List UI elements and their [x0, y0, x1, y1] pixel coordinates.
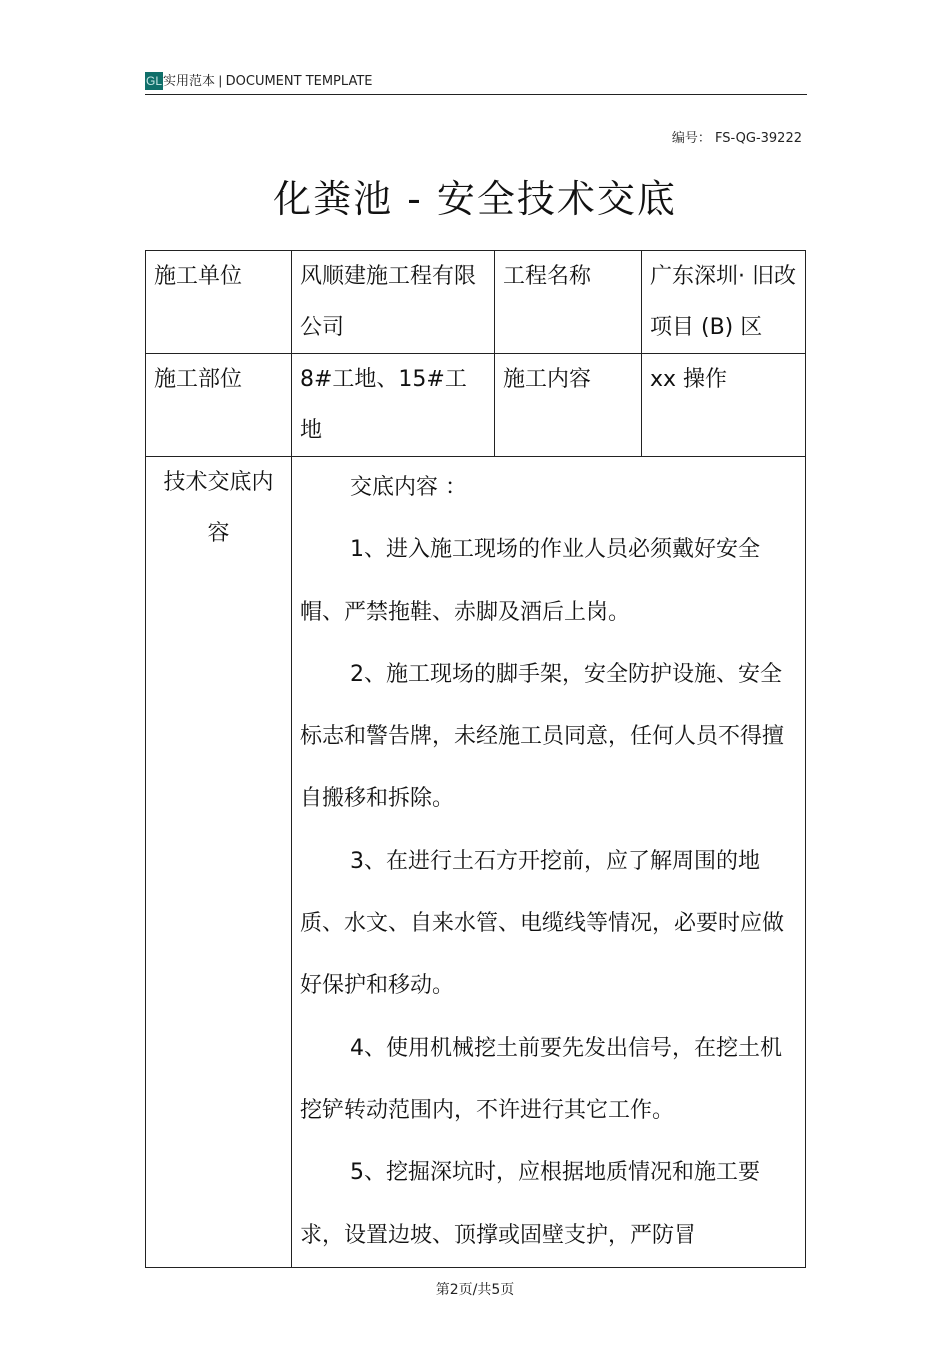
logo: GL: [145, 74, 162, 88]
disclosure-content: [292, 457, 806, 1268]
page-header: [145, 68, 807, 95]
brand-line: [163, 73, 372, 90]
content-paragraph: 5、挖掘深坑时，应根据地质情况和施工要求，设置边坡、顶撑或固壁支护，严防冒: [300, 1160, 760, 1248]
disclosure-table: [145, 250, 806, 1268]
content-paragraph: 3、在进行土石方开挖前，应了解周围的地质、水文、自来水管、电缆线等情况，必要时应做好保护和移动。: [300, 848, 785, 999]
template-text: DOCUMENT TEMPLATE: [225, 74, 373, 89]
value-project-name: 广东深圳· 旧改项目 (B) 区: [642, 251, 806, 354]
table-row: [146, 457, 806, 1268]
content-paragraph: 1、进入施工现场的作业人员必须戴好安全帽、严禁拖鞋、赤脚及酒后上岗。: [300, 537, 760, 625]
content-paragraph: 4、使用机械挖土前要先发出信号，在挖土机挖铲转动范围内，不许进行其它工作。: [300, 1035, 782, 1123]
page-footer: 第2页/共5页: [435, 1282, 515, 1298]
document-number: 编号： FS-QG-39222: [671, 131, 802, 146]
brand-separator: |: [215, 73, 226, 88]
label-construction-unit: 施工单位: [146, 251, 292, 354]
content-paragraph: 2、施工现场的脚手架，安全防护设施、安全标志和警告牌，未经施工员同意，任何人员不得擅自搬移和拆除。: [300, 661, 785, 812]
document-title: 化粪池 - 安全技术交底: [273, 177, 677, 221]
content-heading: 交底内容 ：: [350, 475, 467, 500]
brand-text: 实用范本: [163, 74, 216, 89]
label-construction-content: 施工内容: [495, 354, 642, 457]
value-construction-unit: 风顺建施工程有限公司: [292, 251, 495, 354]
table-row: [146, 354, 806, 457]
label-project-name: 工程名称: [495, 251, 642, 354]
label-technical-disclosure: 技术交底内容: [146, 457, 292, 1268]
value-construction-part: 8#工地、15#工地: [292, 354, 495, 457]
table-row: [146, 251, 806, 354]
value-construction-content: xx 操作: [642, 354, 806, 457]
label-construction-part: 施工部位: [146, 354, 292, 457]
